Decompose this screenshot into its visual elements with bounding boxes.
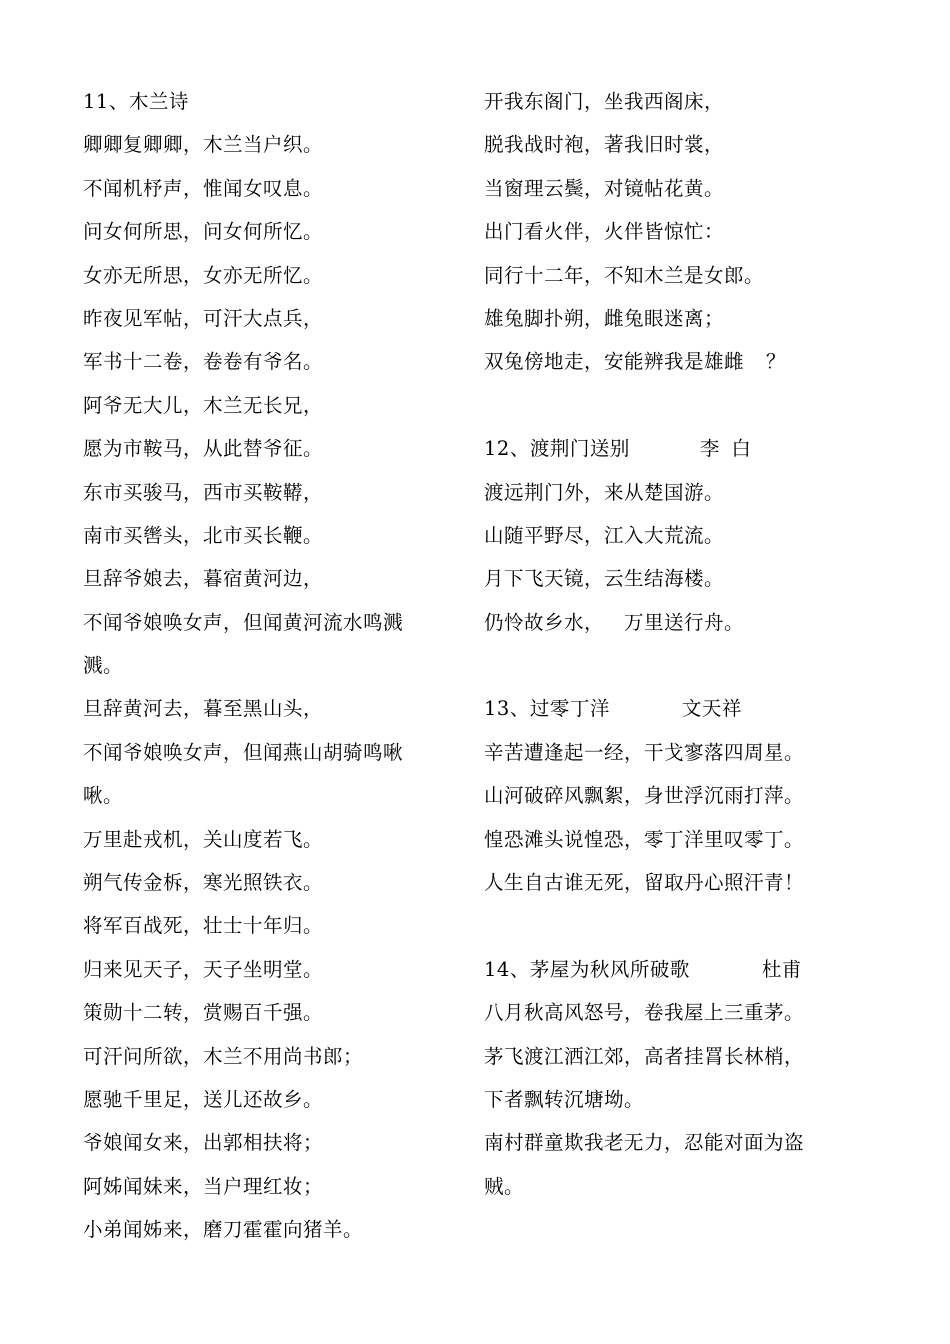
poem-line: 不闻爷娘唤女声，但闻燕山胡骑鸣啾: [83, 740, 404, 764]
poem-line: 卿卿复卿卿，木兰当户织。: [83, 133, 324, 157]
poem-line: 可汗问所欲，木兰不用尚书郎；: [83, 1044, 364, 1068]
poem-line: 雄兔脚扑朔，雌兔眼迷离；: [484, 306, 725, 330]
poem-line: 啾。: [83, 784, 124, 808]
poem-line: 不闻机杼声，惟闻女叹息。: [83, 176, 324, 200]
poem-title: 14、茅屋为秋风所破歌: [484, 957, 690, 981]
poem-line: 山随平野尽，江入大荒流。: [484, 523, 725, 547]
poem-line: 旦辞黄河去，暮至黑山头，: [83, 697, 324, 721]
poem-line-text: 双兔傍地走，安能辨我是雄雌: [484, 350, 745, 374]
poem-line: 月下飞天镜，云生结海楼。: [484, 567, 725, 591]
question-mark: ？: [766, 350, 787, 374]
poem-line: 下者飘转沉塘坳。: [484, 1087, 645, 1111]
blank-line: [484, 644, 854, 687]
poem-line: 东市买骏马，西市买鞍鞯，: [83, 480, 324, 504]
poem-author: 文天祥: [681, 697, 742, 721]
poem-author: 杜甫: [761, 957, 802, 981]
poem-line: 小弟闻姊来，磨刀霍霍向猪羊。: [83, 1218, 364, 1242]
poem-title-mulan: 11、木兰诗: [83, 90, 189, 113]
left-column: [83, 80, 453, 1252]
poem-line: 开我东阁门，坐我西阁床，: [484, 90, 725, 113]
poem-line: 朔气传金柝，寒光照铁衣。: [83, 871, 324, 895]
poem-heading-13: [484, 687, 854, 730]
poem-line: 愿驰千里足，送儿还故乡。: [83, 1087, 324, 1111]
poem-line: 惶恐滩头说惶恐，零丁洋里叹零丁。: [484, 827, 805, 851]
poem-line: 旦辞爷娘去，暮宿黄河边，: [83, 567, 324, 591]
poem-heading-14: [484, 948, 854, 991]
blank-line: [484, 384, 854, 427]
poem-line: 归来见天子，天子坐明堂。: [83, 957, 324, 981]
poem-author: 李白: [699, 437, 763, 461]
poem-line: 人生自古谁无死，留取丹心照汗青！: [484, 871, 805, 895]
poem-line-part: 仍怜故乡水，: [484, 610, 605, 634]
poem-line: 渡远荆门外，来从楚国游。: [484, 480, 725, 504]
poem-line: 南市买辔头，北市买长鞭。: [83, 523, 324, 547]
right-column: [484, 80, 854, 1208]
poem-line: 不闻爷娘唤女声，但闻黄河流水鸣溅: [83, 610, 404, 634]
poem-line: 爷娘闻女来，出郭相扶将；: [83, 1131, 324, 1155]
poem-line: 脱我战时袍，著我旧时裳，: [484, 133, 725, 157]
poem-line: 昨夜见军帖，可汗大点兵，: [83, 306, 324, 330]
poem-line: 辛苦遭逢起一经，干戈寥落四周星。: [484, 740, 805, 764]
poem-line: 溅。: [83, 654, 124, 678]
poem-line: 问女何所思，问女何所忆。: [83, 220, 324, 244]
poem-line: 贼。: [484, 1174, 525, 1198]
poem-line: 当窗理云鬓，对镜帖花黄。: [484, 176, 725, 200]
poem-line: 阿爷无大儿，木兰无长兄，: [83, 393, 324, 417]
poem-line: [484, 601, 854, 644]
poem-line: 八月秋高风怒号，卷我屋上三重茅。: [484, 1001, 805, 1025]
poem-line: 茅飞渡江洒江郊，高者挂罥长林梢，: [484, 1044, 805, 1068]
poem-heading-12: [484, 427, 854, 470]
blank-line: [484, 904, 854, 947]
poem-line: 将军百战死，壮士十年归。: [83, 914, 324, 938]
poem-title: 12、渡荆门送别: [484, 437, 630, 461]
poem-line: 军书十二卷，卷卷有爷名。: [83, 350, 324, 374]
poem-line: 同行十二年，不知木兰是女郎。: [484, 263, 765, 287]
poem-line: 策勋十二转，赏赐百千强。: [83, 1001, 324, 1025]
poem-line: 南村群童欺我老无力，忍能对面为盗: [484, 1131, 805, 1155]
poem-line: 女亦无所思，女亦无所忆。: [83, 263, 324, 287]
poem-title: 13、过零丁洋: [484, 697, 610, 721]
poem-line: 万里赴戎机，关山度若飞。: [83, 827, 324, 851]
poem-line: 山河破碎风飘絮，身世浮沉雨打萍。: [484, 784, 805, 808]
poem-line: 愿为市鞍马，从此替爷征。: [83, 437, 324, 461]
poem-line: [484, 340, 854, 383]
poem-line: 出门看火伴，火伴皆惊忙：: [484, 220, 725, 244]
poem-line: 阿姊闻妹来，当户理红妆；: [83, 1174, 324, 1198]
poem-line-part: 万里送行舟。: [624, 610, 745, 634]
